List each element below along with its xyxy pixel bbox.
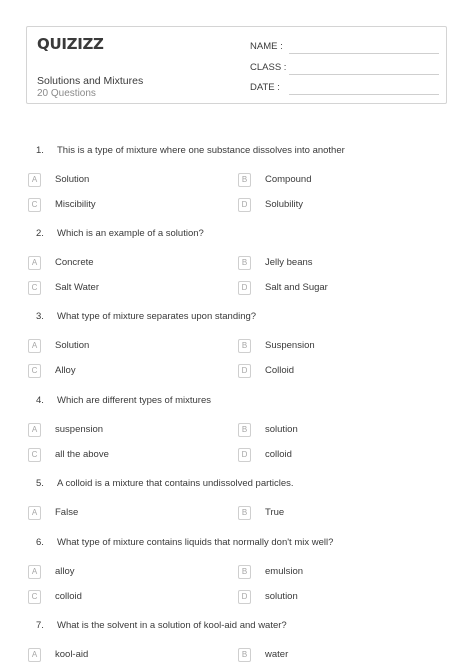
question-1 [36,145,345,156]
option-text: all the above [55,449,109,460]
option-letter-box: A [28,506,41,520]
name-field[interactable] [289,53,439,54]
option-text: Salt Water [55,282,99,293]
question-text: What type of mixture contains liquids that normally don't mix well? [57,537,334,548]
option-letter-box: B [238,339,251,353]
option-text: Solution [55,174,90,185]
option-letter-box: A [28,256,41,270]
option-letter-box: B [238,423,251,437]
option-text: solution [265,424,298,435]
option-letter-box: C [28,364,41,378]
question-number: 2. [36,228,44,239]
option-text: alloy [55,566,75,577]
question-6 [36,537,333,548]
question-number: 7. [36,620,44,631]
option-text: Compound [265,174,312,185]
option-text: Miscibility [55,199,96,210]
option-letter-box: D [238,281,251,295]
option-letter-box: A [28,173,41,187]
question-number: 5. [36,478,44,489]
question-text: This is a type of mixture where one substance dissolves into another [57,145,345,156]
question-text: Which is an example of a solution? [57,228,204,239]
date-label: DATE : [250,82,280,93]
class-label: CLASS : [250,62,287,73]
worksheet-title: Solutions and Mixtures [37,75,144,87]
option-letter-box: C [28,198,41,212]
option-letter-box: D [238,198,251,212]
question-7 [36,620,287,631]
question-4 [36,395,211,406]
option-text: Colloid [265,365,295,376]
question-text: What type of mixture separates upon standing? [57,311,257,322]
option-text: emulsion [265,566,304,577]
question-text: Which are different types of mixtures [57,395,211,406]
option-letter-box: B [238,506,251,520]
option-letter-box: D [238,448,251,462]
option-text: colloid [265,449,292,460]
question-3 [36,311,256,322]
option-letter-box: B [238,565,251,579]
question-number: 4. [36,395,44,406]
class-field[interactable] [289,74,439,75]
quizizz-logo: QUIZIZZ [37,35,104,53]
question-2 [36,228,204,239]
option-text: kool-aid [55,649,89,660]
option-letter-box: B [238,648,251,662]
option-text: True [265,507,285,518]
question-number: 3. [36,311,44,322]
option-letter-box: A [28,339,41,353]
option-letter-box: B [238,173,251,187]
question-number: 1. [36,145,44,156]
option-text: colloid [55,591,82,602]
option-text: False [55,507,79,518]
option-text: Alloy [55,365,76,376]
option-letter-box: A [28,565,41,579]
question-number: 6. [36,537,44,548]
option-letter-box: C [28,281,41,295]
option-text: Concrete [55,257,94,268]
option-text: suspension [55,424,104,435]
option-letter-box: C [28,590,41,604]
option-text: Salt and Sugar [265,282,328,293]
option-letter-box: D [238,590,251,604]
question-5 [36,478,294,489]
question-count: 20 Questions [37,88,96,99]
option-letter-box: B [238,256,251,270]
question-text: A colloid is a mixture that contains undissolved particles. [57,478,294,489]
option-letter-box: D [238,364,251,378]
option-text: water [265,649,289,660]
option-letter-box: C [28,448,41,462]
option-text: Solubility [265,199,304,210]
option-text: Suspension [265,340,315,351]
question-text: What is the solvent in a solution of kool-aid and water? [57,620,287,631]
option-letter-box: A [28,423,41,437]
worksheet-header [26,26,447,104]
option-text: Jelly beans [265,257,313,268]
option-text: Solution [55,340,90,351]
date-field[interactable] [289,94,439,95]
option-text: solution [265,591,298,602]
name-label: NAME : [250,41,283,52]
option-letter-box: A [28,648,41,662]
